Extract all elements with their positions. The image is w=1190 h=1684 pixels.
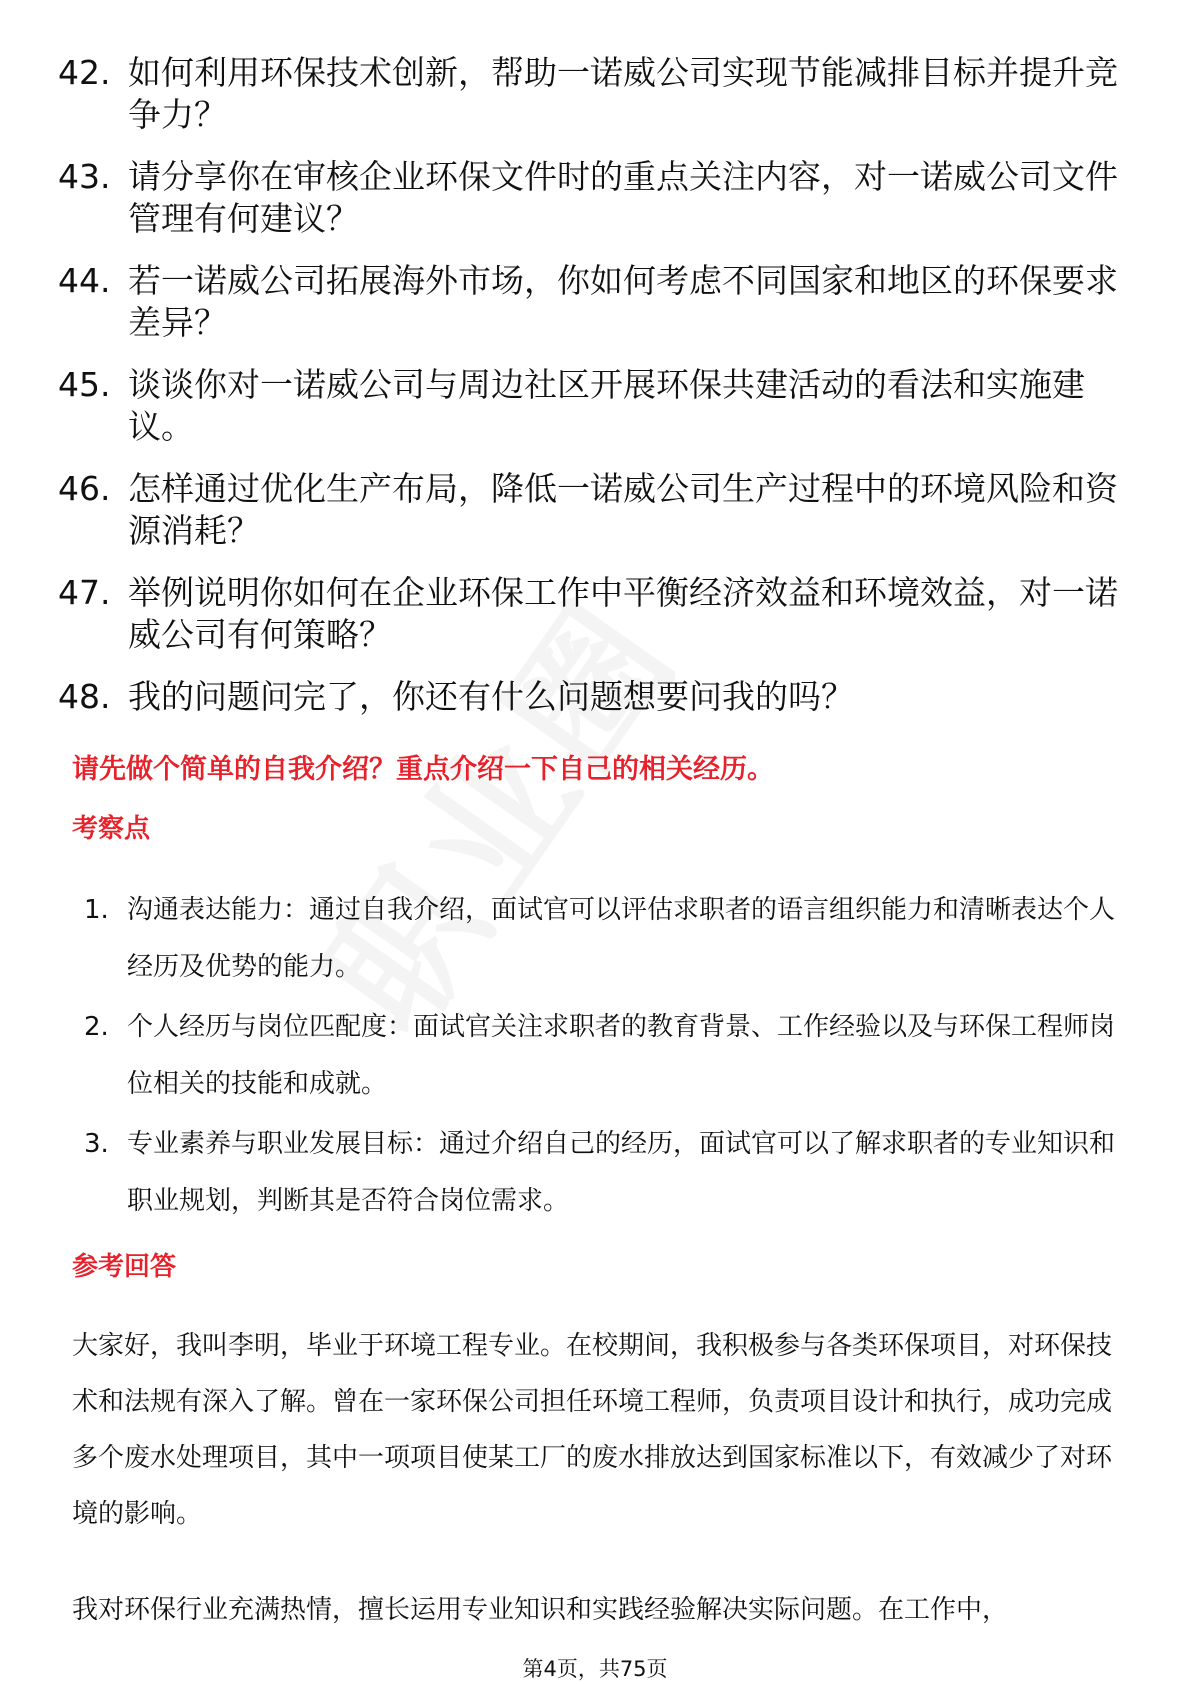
point-number: 2. (84, 1012, 109, 1042)
list-item (84, 1116, 1124, 1230)
list-item (58, 364, 1118, 448)
list-item (84, 882, 1124, 996)
question-number: 48. (58, 677, 111, 716)
list-item (58, 676, 1118, 718)
answer-paragraph: 大家好，我叫李明，毕业于环境工程专业。在校期间，我积极参与各类环保项目，对环保技术和法规有深入了解。曾在一家环保公司担任环境工程师，负责项目设计和执行，成功完成多个废水处理项目，其中一项项目使某工厂的废水排放达到国家标准以下，有效减少了对环境的影响。 (72, 1331, 1113, 1529)
point-number: 1. (84, 895, 109, 925)
question-number: 46. (58, 469, 111, 508)
question-text: 请分享你在审核企业环保文件时的重点关注内容，对一诺威公司文件管理有何建议？ (128, 157, 1118, 238)
question-text: 谈谈你对一诺威公司与周边社区开展环保共建活动的看法和实施建议。 (128, 365, 1085, 446)
question-text: 怎样通过优化生产布局，降低一诺威公司生产过程中的环境风险和资源消耗？ (128, 469, 1118, 550)
assessment-points-list (84, 882, 1124, 1233)
point-number: 3. (84, 1129, 109, 1159)
assessment-points-heading: 考察点 (72, 814, 151, 844)
page-footer: 第4页，共75页 (522, 1657, 668, 1681)
question-text: 我的问题问完了，你还有什么问题想要问我的吗？ (128, 677, 854, 716)
question-number: 42. (58, 53, 111, 92)
list-item (58, 468, 1118, 552)
point-text: 沟通表达能力：通过自我介绍，面试官可以评估求职者的语言组织能力和清晰表达个人经历及优势的能力。 (127, 895, 1116, 982)
question-text: 若一诺威公司拓展海外市场，你如何考虑不同国家和地区的环保要求差异？ (128, 261, 1118, 342)
answer-paragraph: 我对环保行业充满热情，擅长运用专业知识和实践经验解决实际问题。在工作中， (72, 1595, 1009, 1625)
question-number: 45. (58, 365, 111, 404)
point-text: 专业素养与职业发展目标：通过介绍自己的经历，面试官可以了解求职者的专业知识和职业规划，判断其是否符合岗位需求。 (127, 1129, 1116, 1216)
list-item (58, 572, 1118, 656)
reference-answer-heading: 参考回答 (72, 1252, 177, 1282)
question-number: 43. (58, 157, 111, 196)
question-text: 如何利用环保技术创新，帮助一诺威公司实现节能减排目标并提升竞争力？ (128, 53, 1118, 134)
list-item (84, 999, 1124, 1113)
question-number: 44. (58, 261, 111, 300)
question-number: 47. (58, 573, 111, 612)
interview-question-heading: 请先做个简单的自我介绍？重点介绍一下自己的相关经历。 (72, 754, 774, 785)
list-item (58, 156, 1118, 240)
question-text: 举例说明你如何在企业环保工作中平衡经济效益和环境效益，对一诺威公司有何策略？ (128, 573, 1118, 654)
list-item (58, 260, 1118, 344)
question-list (58, 52, 1118, 738)
point-text: 个人经历与岗位匹配度：面试官关注求职者的教育背景、工作经验以及与环保工程师岗位相关的技能和成就。 (127, 1012, 1116, 1099)
list-item (58, 52, 1118, 136)
